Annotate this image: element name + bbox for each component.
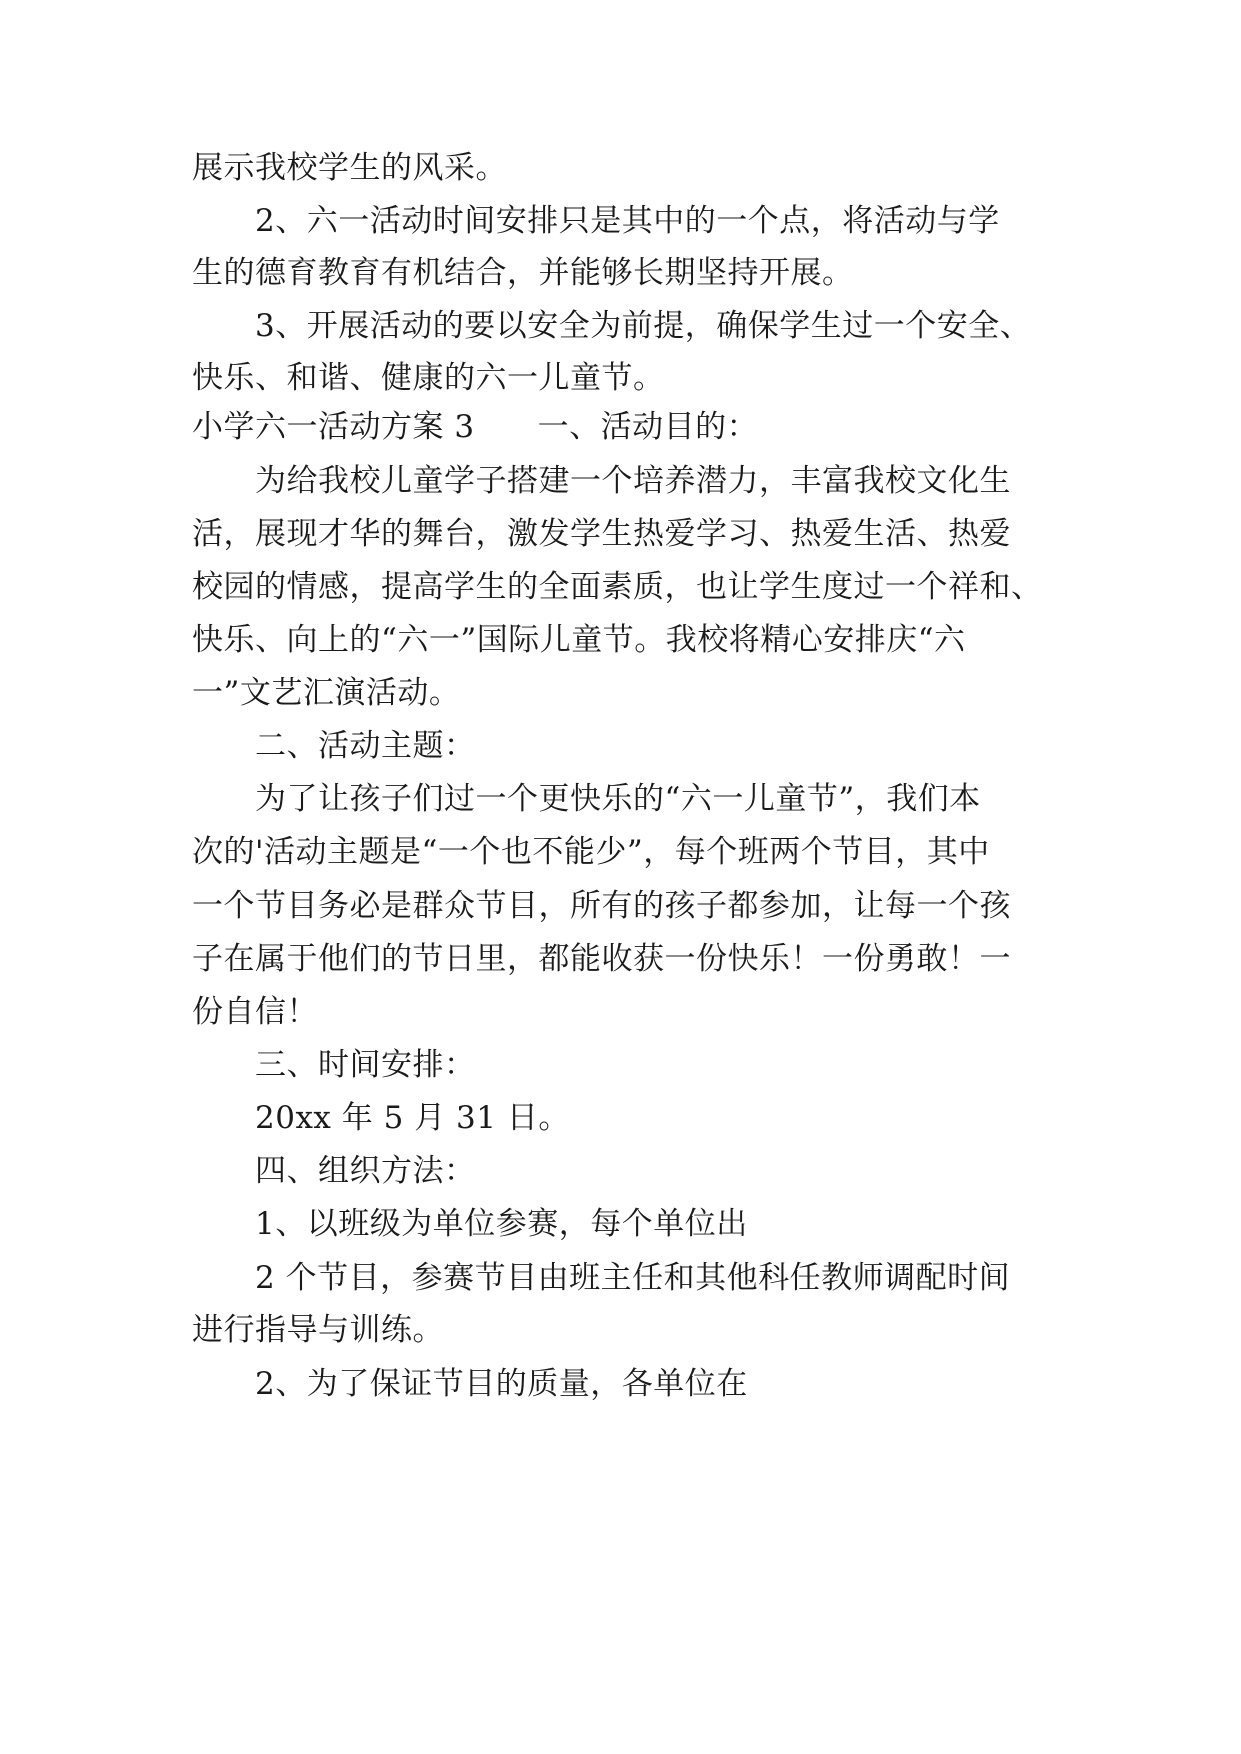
text-line: 快乐、和谐、健康的六一儿童节。 [192,360,665,396]
section-heading: 四、组织方法： [255,1153,476,1189]
text-line: 子在属于他们的节日里，都能收获一份快乐！一份勇敢！一 [192,941,1011,977]
text-line: 1、以班级为单位参赛，每个单位出 [255,1206,748,1242]
section-heading: 三、时间安排： [255,1047,476,1083]
text-line: 为了让孩子们过一个更快乐的“六一儿童节”，我们本 [255,781,981,817]
text-line: 校园的情感，提高学生的全面素质，也让学生度过一个祥和、 [192,569,1043,605]
text-line: 份自信！ [192,994,318,1030]
text-line: 2 个节目，参赛节目由班主任和其他科任教师调配时间 [255,1260,1011,1296]
text-line: 3、开展活动的要以安全为前提，确保学生过一个安全、 [255,308,1032,344]
text-line: 展示我校学生的风采。 [192,150,507,186]
text-line: 快乐、向上的“六一”国际儿童节。我校将精心安排庆“六 [192,622,966,658]
section-heading: 小学六一活动方案 3 一、活动目的： [192,409,759,445]
text-line: 一”文艺汇演活动。 [192,675,461,711]
text-line: 为给我校儿童学子搭建一个培养潜力，丰富我校文化生 [255,463,1011,499]
text-line: 次的'活动主题是“一个也不能少”，每个班两个节目，其中 [192,834,990,870]
text-line: 20xx 年 5 月 31 日。 [255,1100,570,1136]
text-line: 进行指导与训练。 [192,1312,444,1348]
text-line: 生的德育教育有机结合，并能够长期坚持开展。 [192,255,854,291]
text-line: 一个节目务必是群众节目，所有的孩子都参加，让每一个孩 [192,888,1011,924]
text-line: 活，展现才华的舞台，激发学生热爱学习、热爱生活、热爱 [192,516,1011,552]
text-line: 2、为了保证节目的质量，各单位在 [255,1366,748,1402]
section-heading: 二、活动主题： [255,728,476,764]
text-line: 2、六一活动时间安排只是其中的一个点，将活动与学 [255,203,1000,239]
